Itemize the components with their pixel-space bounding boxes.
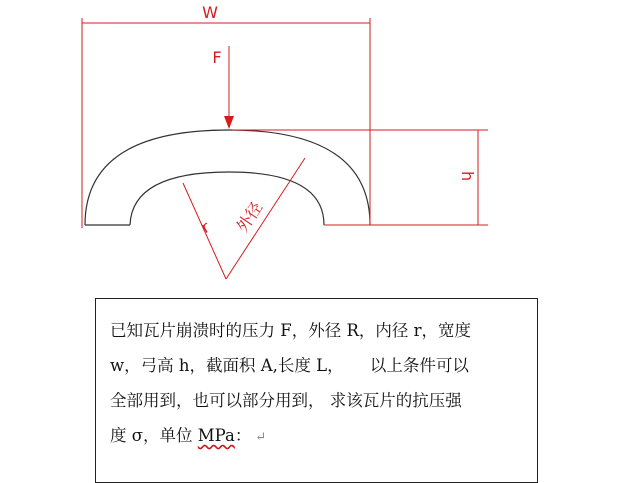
problem-line-3: 全部用到，也可以部分用到， 求该瓦片的抗压强	[110, 391, 462, 410]
paragraph-mark-icon: ↵	[255, 430, 267, 445]
inner-arc	[130, 172, 324, 225]
outer-diameter-label: 外径	[232, 198, 267, 236]
force-arrow-head	[224, 116, 234, 129]
inner-radius-label: r	[197, 217, 213, 238]
problem-line-2: w，弓高 h，截面积 A,长度 L， 以上条件可以	[110, 356, 469, 375]
height-label: h	[458, 170, 477, 182]
problem-line-4-suffix: ：	[234, 426, 252, 445]
problem-line-4	[110, 418, 525, 455]
tile-outline	[85, 130, 370, 225]
dimension-lines	[82, 18, 488, 279]
force-label: F	[212, 48, 222, 67]
problem-statement-box	[95, 298, 538, 483]
outer-arc	[85, 130, 370, 225]
unit-mpa: MPa	[197, 426, 235, 445]
width-label: W	[202, 3, 218, 22]
problem-line-4-prefix: 度 σ，单位	[110, 426, 198, 445]
problem-line-1: 已知瓦片崩溃时的压力 F，外径 R，内径 r，宽度	[110, 321, 471, 340]
